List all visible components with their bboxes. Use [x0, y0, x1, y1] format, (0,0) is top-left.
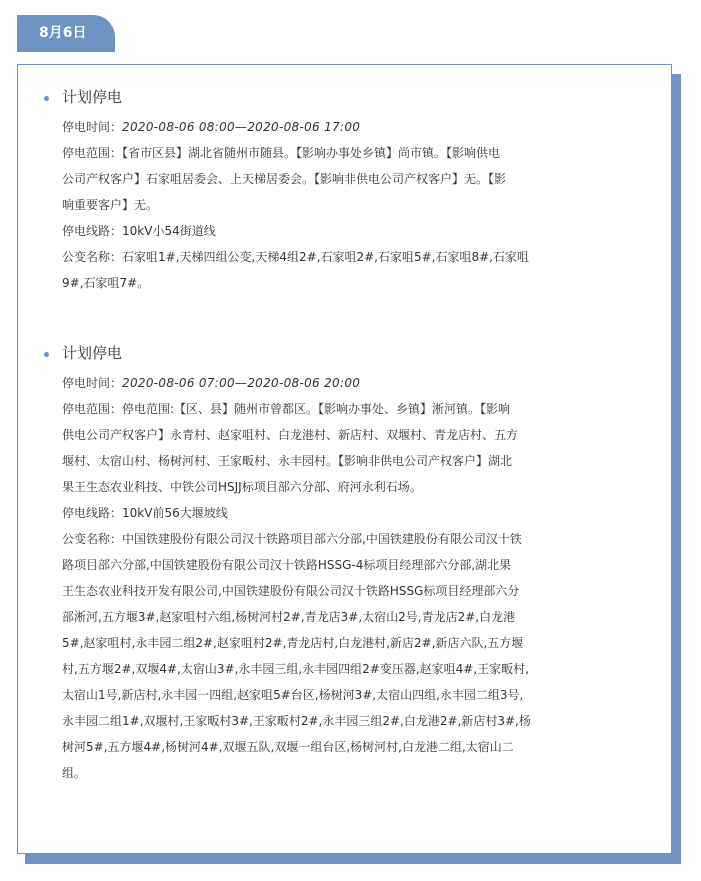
section-title: 计划停电 [62, 344, 123, 362]
date-tab: 8月6日 [17, 15, 115, 52]
bullet-icon [44, 96, 49, 101]
transformer-list: 公变名称：石家咀1#,天梯四组公变,天梯4组2#,石家咀2#,石家咀5#,石家咀8#,石家咀 9#,石家咀7#。 [62, 250, 529, 290]
bullet-icon [44, 352, 49, 357]
outage-line: 停电线路：10kV小54街道线 [62, 224, 216, 238]
section-title: 计划停电 [62, 88, 123, 106]
transformer-list: 公变名称：中国铁建股份有限公司汉十铁路项目部六分部,中国铁建股份有限公司汉十铁 路项目部六分部,中国铁建股份有限公司汉十铁路HSSG-4标项目经理部六分部,湖北果 王生态农业科技开发有限公司,中国铁建股份有限公司汉十铁路HSSG标项目经理部六分 部淅河,五方堰3#,赵家咀村六组,杨树河村2#,青龙店3#,太宿山2号,青龙店2#,白龙港 5#,赵家咀村,永丰园二组2#,赵家咀村2#,青龙店村,白龙港村,新店2#,新店六队,五方堰 村,五方堰2#,双堰4#,太宿山3#,永丰园三组,永丰园四组2#变压器,赵家咀4#,王家畈村, 太宿山1号,新店村,永丰园一四组,赵家咀5#台区,杨树河3#,太宿山四组,永丰园二组3号, 永丰园二组1#,双堰村,王家畈村3#,王家畈村2#,永丰园三组2#,白龙港2#,新店村3#,杨 树河5#,五方堰4#,杨树河4#,双堰五队,双堰一组台区,杨树河村,白龙港二组,太宿山二 组。 [62, 532, 531, 780]
outage-line: 停电线路：10kV前56大堰坡线 [62, 506, 228, 520]
outage-time: 停电时间：2020-08-06 07:00—2020-08-06 20:00 [62, 376, 361, 390]
outage-scope: 停电范围：【省市区县】湖北省随州市随县。【影响办事处乡镇】尚市镇。【影响供电 公司产权客户】石家咀居委会、上天梯居委会。【影响非供电公司产权客户】无。【影 响重要客户】无。 [62, 146, 507, 212]
outage-time: 停电时间：2020-08-06 08:00—2020-08-06 17:00 [62, 120, 361, 134]
outage-scope: 停电范围：停电范围:【区、县】随州市曾都区。【影响办事处、乡镇】淅河镇。【影响 供电公司产权客户】永青村、赵家咀村、白龙港村、新店村、双堰村、青龙店村、五方 堰村、太宿山村、杨树河村、王家畈村、永丰园村。【影响非供电公司产权客户】湖北 果王生态农业科技、中铁公司HSJJ标项目部六分部、府河永利石场。 [62, 402, 519, 494]
outage-section-2 [44, 340, 664, 786]
outage-section-1 [44, 84, 664, 296]
